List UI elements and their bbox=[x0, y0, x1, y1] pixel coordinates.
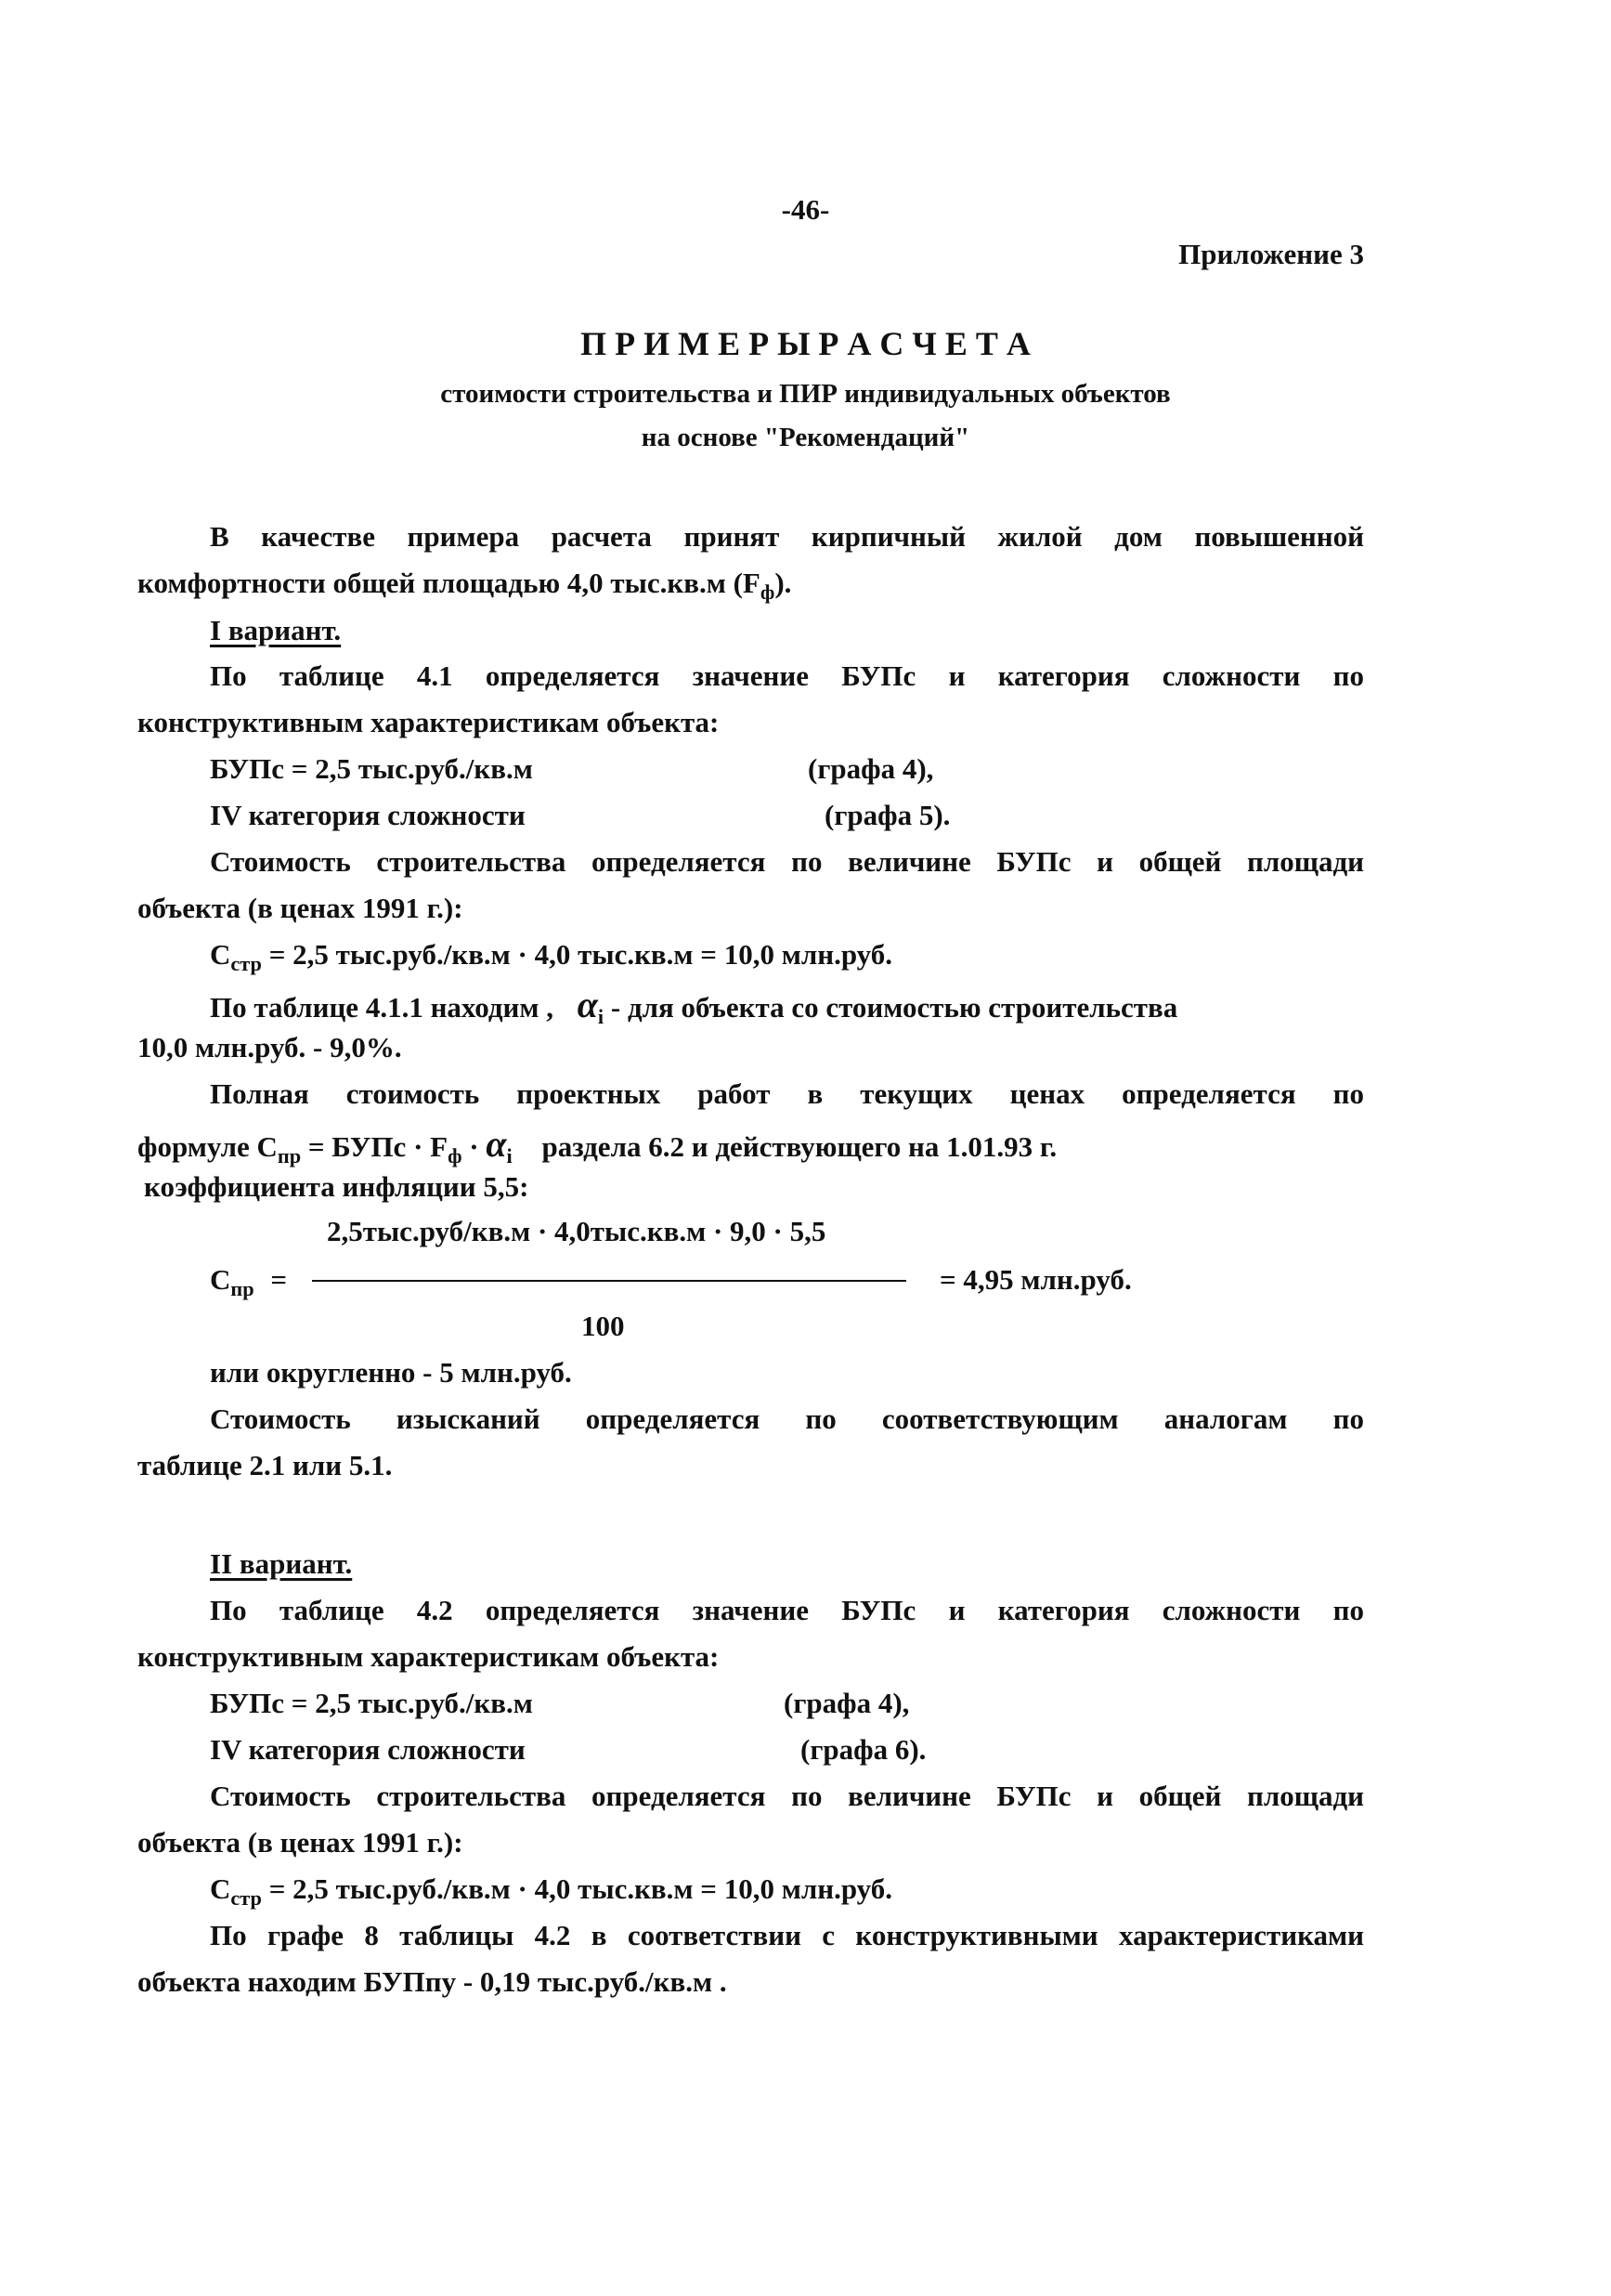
v2-category: IV категория сложности bbox=[210, 1733, 526, 1766]
fraction-result: = 4,95 млн.руб. bbox=[940, 1263, 1132, 1296]
v1-para4-line3: коэффициента инфляции 5,5: bbox=[144, 1170, 529, 1203]
v2-para2-line2: объекта (в ценах 1991 г.): bbox=[137, 1826, 463, 1859]
v1-bups-value: БУПс = 2,5 тыс.руб./кв.м bbox=[210, 752, 533, 785]
v1-para2-line1: Стоимость строительства определяется по величине БУПс и общей площади bbox=[210, 845, 1364, 878]
v2-para3-line1: По графе 8 таблицы 4.2 в соответствии с конструктивными характеристиками bbox=[210, 1919, 1364, 1951]
v1-rounded: или округленно - 5 млн.руб. bbox=[210, 1356, 572, 1389]
subtitle-line-1: стоимости строительства и ПИР индивидуальных объектов bbox=[440, 379, 1171, 409]
v1-para4-line1: Полная стоимость проектных работ в текущих ценах определяется по bbox=[210, 1077, 1364, 1110]
v1-cstr-formula: $C_{стр} = 2,5$ тыс.руб./кв.м · 4,0 тыс.кв.м = 10,0 млн.руб. bbox=[210, 938, 893, 976]
v1-para2-line2: объекта (в ценах 1991 г.): bbox=[137, 892, 463, 924]
v1-category-ref: (графа 5). bbox=[825, 799, 951, 831]
v2-para1-line2: конструктивным характеристикам объекта: bbox=[137, 1640, 720, 1673]
fraction-bar bbox=[312, 1280, 906, 1282]
v1-para5-line1: Стоимость изысканий определяется по соответствующим аналогам по bbox=[210, 1402, 1364, 1435]
v2-bups-value: БУПс = 2,5 тыс.руб./кв.м bbox=[210, 1687, 533, 1719]
v1-para5-line2: таблице 2.1 или 5.1. bbox=[137, 1449, 393, 1481]
v1-para3-line1: По таблице 4.1.1 находим , $\alpha_i$ - для объекта со стоимостью строительства bbox=[210, 984, 1178, 1029]
page-number: -46- bbox=[781, 193, 830, 226]
fraction-numerator: 2,5тыс.руб/кв.м · 4,0тыс.кв.м · 9,0 · 5,5 bbox=[327, 1215, 826, 1247]
intro-line-1: В качестве примера расчета принят кирпичный жилой дом повышенной bbox=[210, 520, 1364, 553]
v2-category-ref: (графа 6). bbox=[800, 1733, 927, 1766]
v2-para1-line1: По таблице 4.2 определяется значение БУПс и категория сложности по bbox=[210, 1594, 1364, 1626]
v1-para1-line1: По таблице 4.1 определяется значение БУПс и категория сложности по bbox=[210, 659, 1364, 692]
subtitle-line-2: на основе "Рекомендаций" bbox=[641, 423, 970, 452]
page-title: П Р И М Е Р Ы Р А С Ч Е Т А bbox=[580, 325, 1031, 362]
variant-2-heading: II вариант. bbox=[210, 1547, 353, 1580]
intro-line-2: комфортности общей площадью 4,0 тыс.кв.м $(F_ф)$. bbox=[137, 567, 792, 605]
v2-bups-ref: (графа 4), bbox=[784, 1687, 910, 1719]
v1-category: IV категория сложности bbox=[210, 799, 526, 831]
variant-1-heading: I вариант. bbox=[210, 614, 342, 646]
v1-para4-line2: формуле $C_{пр}$ = БУПс · $F_ф \cdot \alpha_i$ раздела 6.2 и действующего на 1.01.93 г. bbox=[137, 1123, 1058, 1168]
v2-para3-line2: объекта находим БУПпу - 0,19 тыс.руб./кв.м . bbox=[137, 1965, 727, 1998]
v2-para2-line1: Стоимость строительства определяется по величине БУПс и общей площади bbox=[210, 1780, 1364, 1812]
v1-bups-ref: (графа 4), bbox=[808, 752, 934, 785]
fraction-lhs: $C_{пр}$ = bbox=[210, 1263, 288, 1301]
v2-cstr-formula: $C_{стр} = 2,5$ тыс.руб./кв.м · 4,0 тыс.кв.м = 10,0 млн.руб. bbox=[210, 1872, 893, 1911]
v1-para3-line2: 10,0 млн.руб. - 9,0%. bbox=[137, 1031, 402, 1063]
appendix-label: Приложение 3 bbox=[1178, 238, 1364, 270]
v1-para1-line2: конструктивным характеристикам объекта: bbox=[137, 706, 720, 738]
fraction-denominator: 100 bbox=[581, 1310, 625, 1342]
